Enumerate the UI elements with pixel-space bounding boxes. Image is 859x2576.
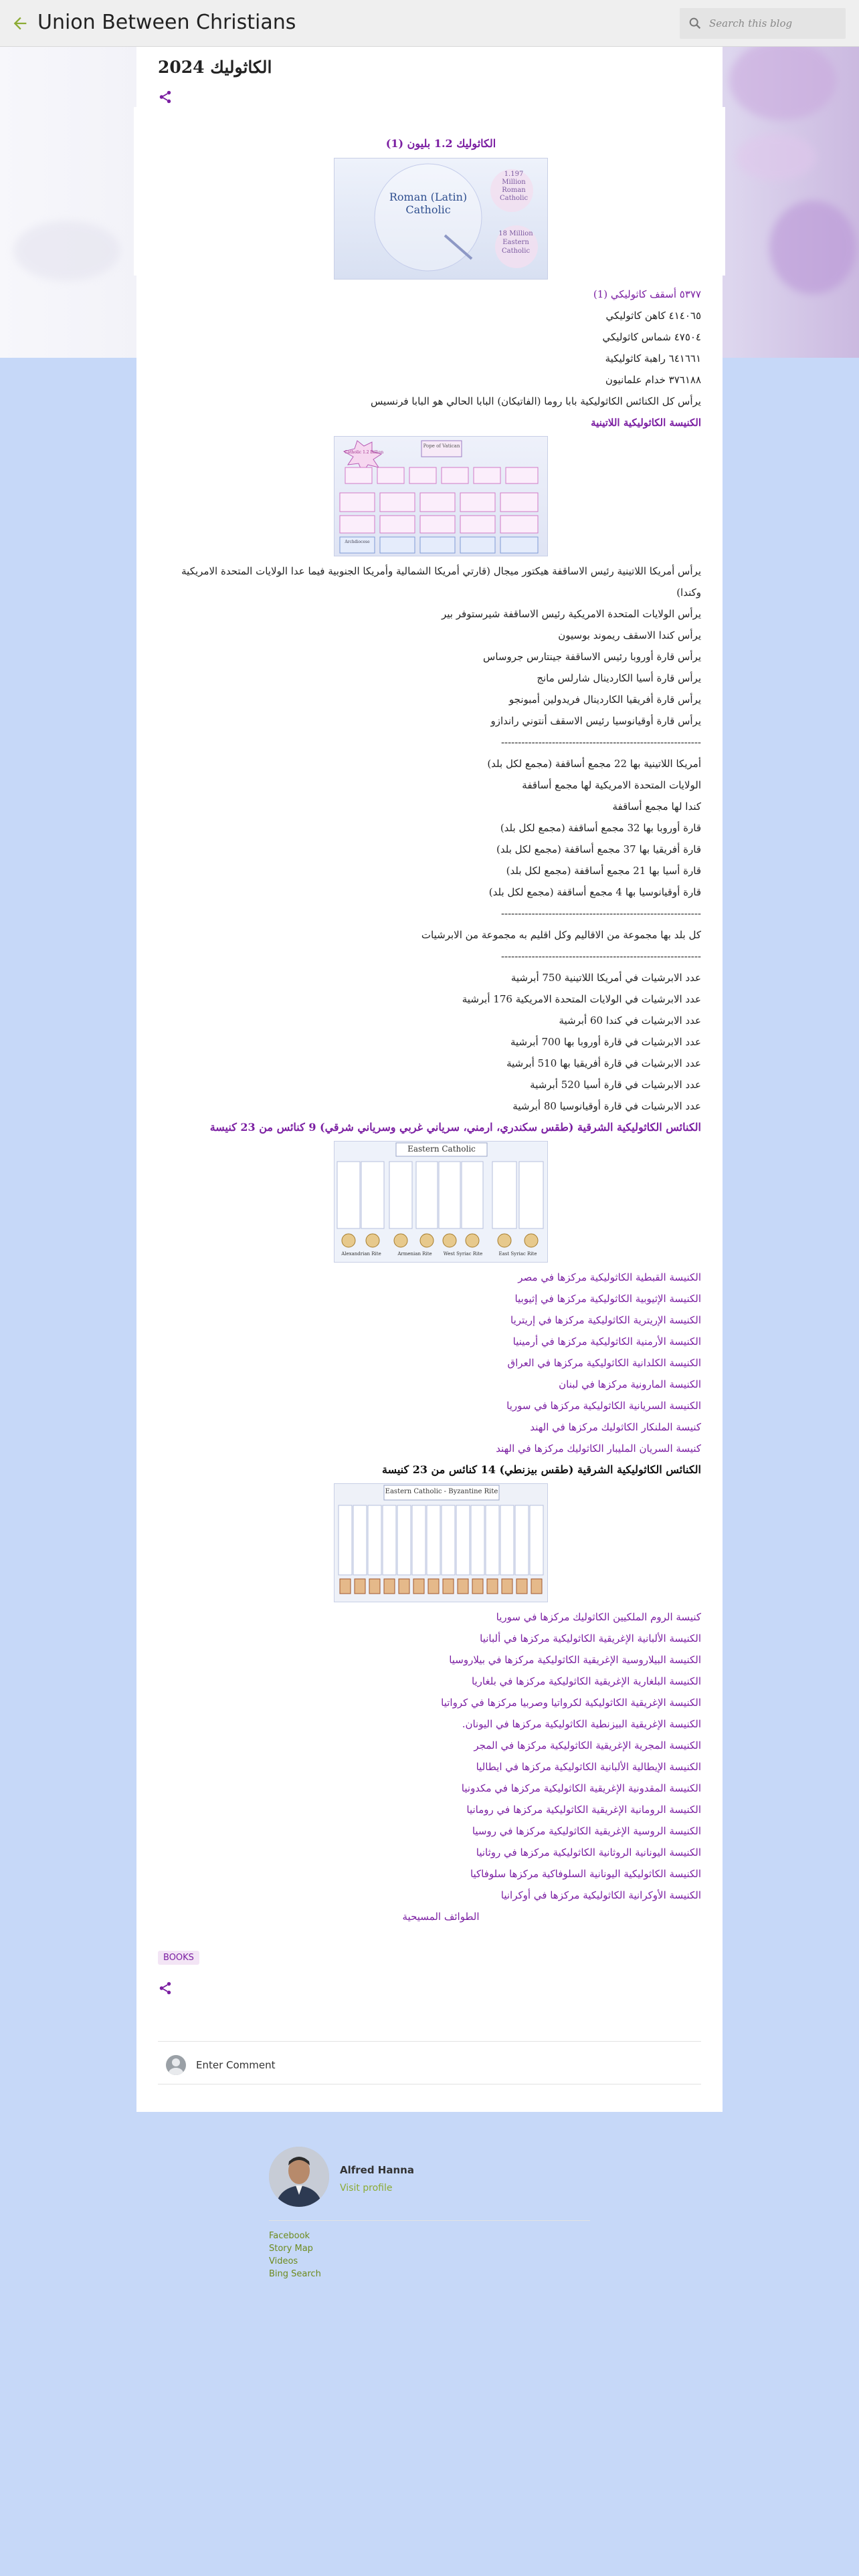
dioceses-note: كل بلد بها مجموعة من الاقاليم وكل اقليم به مجموعة من الابرشيات (421, 929, 701, 941)
visit-profile-link[interactable]: Visit profile (340, 2183, 393, 2193)
chart2-badge: Catholic 1.2 Billion (344, 450, 384, 455)
eastern-church-link[interactable]: كنيسة السريان المليبار الكاثوليك مركزها في الهند (496, 1442, 701, 1455)
byzantine-church-link[interactable]: الكنيسة المجرية الإغريقية الكاثوليكية مركزها في المجر (474, 1739, 701, 1751)
diocese-row: عدد الابرشيات في الولايات المتحدة الامريكية 176 أبرشية (462, 993, 701, 1005)
search-input[interactable] (709, 13, 840, 33)
divider (269, 2220, 590, 2221)
latin-leader-row: يرأس كندا الاسقف ريموند بوسيون (558, 629, 701, 641)
avatar (166, 2055, 186, 2075)
byzantine-church-link[interactable]: الكنيسة اليونانية الروثانية الكاثوليكية مركزها في روثانيا (476, 1846, 701, 1858)
footer-links (269, 2230, 321, 2280)
latin-structure-image[interactable] (334, 436, 548, 556)
christian-denominations-link[interactable]: الطوائف المسيحية (402, 1911, 480, 1923)
byzantine-church-link[interactable]: الكنيسة الأوكرانية الكاثوليكية مركزها في أوكرانيا (500, 1889, 701, 1901)
chart1-left-label-2: Catholic (405, 203, 451, 216)
top-bar (0, 0, 859, 47)
post-body (181, 132, 701, 1927)
chart1-right-1: 1.197 (504, 171, 524, 178)
byzantine-heading: الكنائس الكاثوليكية الشرقية (طقس بيزنطي) 14 كنائس من 23 كنيسة (382, 1463, 701, 1476)
separator-line: ----------------------------------------------------------- (500, 736, 701, 748)
byzantine-church-link[interactable]: الكنيسة البيلاروسية الإغريقية الكاثوليكية مركزها في بيلاروسيا (449, 1654, 701, 1666)
byzantine-church-link[interactable]: الكنيسة الروسية الإغريقية الكاثوليكية مركزها في روسيا (472, 1825, 701, 1837)
chart1-right-7: Catholic (501, 247, 531, 255)
latin-leader-row: يرأس قارة أوقيانوسيا رئيس الاسقف أنتوني راندازو (490, 715, 701, 727)
stat-nuns: ٦٤١٦٦١ راهبة كاثوليكية (605, 352, 701, 364)
byzantine-rite-diagram (335, 1484, 548, 1602)
eastern-church-link[interactable]: الكنيسة الكلدانية الكاثوليكية مركزها في العراق (507, 1357, 701, 1369)
chart1-right-4: Catholic (499, 195, 529, 202)
chart2-row-label: Archdiocese (345, 540, 370, 544)
footer-link-facebook[interactable]: Facebook (269, 2231, 310, 2241)
chart3-rite-label: East Syriac Rite (498, 1251, 537, 1257)
separator-line: ----------------------------------------------------------- (500, 950, 701, 962)
stat-pope: يرأس كل الكنائس الكاثوليكية بابا روما (الفاتيكان) البابا الحالي هو البابا فرنسيس (370, 395, 701, 407)
latin-council-row: قارة أسيا بها 21 مجمع أساقفة (مجمع لكل بلد) (506, 865, 701, 877)
chart1-right-5: 18 Million (498, 230, 533, 237)
chart4-title: Eastern Catholic - Byzantine Rite (385, 1488, 498, 1495)
post-title: الكاثوليك 2024 (158, 58, 272, 77)
divider (158, 2041, 701, 2042)
byzantine-rite-image[interactable] (334, 1483, 548, 1602)
latin-council-row: أمريكا اللاتينية بها 22 مجمع أساقفة (مجمع لكل بلد) (487, 758, 701, 770)
byzantine-church-link[interactable]: الكنيسة الإغريقية البيزنطية الكاثوليكية مركزها في اليونان. (462, 1718, 701, 1730)
eastern-church-link[interactable]: الكنيسة السريانية الكاثوليكية مركزها في سوريا (506, 1400, 701, 1412)
eastern-church-link[interactable]: الكنيسة الأرمنية الكاثوليكية مركزها في أرمينيا (512, 1335, 701, 1348)
byzantine-church-link[interactable]: الكنيسة الكاثوليكية اليونانية السلوفاكية مركزها سلوفاكيا (470, 1868, 701, 1880)
back-arrow-icon[interactable] (11, 14, 29, 33)
search-box[interactable] (680, 8, 846, 39)
footer-link-bing-search[interactable]: Bing Search (269, 2269, 321, 2279)
profile-name: Alfred Hanna (340, 2164, 414, 2176)
intro-title-link[interactable]: الكاثوليك 1.2 بليون (1) (385, 137, 496, 150)
latin-heading[interactable]: الكنيسة الكاثوليكية اللاتينية (591, 417, 701, 429)
byzantine-church-link[interactable]: كنيسة الروم الملكيين الكاثوليك مركزها في سوريا (496, 1611, 701, 1623)
latin-council-row: قارة أوروبا بها 32 مجمع أساقفة (مجمع لكل بلد) (500, 822, 701, 834)
chart2-center-label: Pope of Vatican (423, 443, 460, 449)
diocese-row: عدد الابرشيات في أمريكا اللاتينية 750 أبرشية (510, 972, 701, 984)
footer-link-videos[interactable]: Videos (269, 2256, 298, 2266)
catholic-pie-image[interactable] (334, 158, 548, 280)
eastern-church-link[interactable]: الكنيسة القبطية الكاثوليكية مركزها في مصر (518, 1271, 701, 1283)
profile-avatar[interactable] (269, 2147, 329, 2207)
byzantine-church-link[interactable]: الكنيسة الإغريقية الكاثوليكية لكرواتيا وصربيا مركزها في كرواتيا (441, 1697, 701, 1709)
eastern-church-link[interactable]: الكنيسة الإريترية الكاثوليكية مركزها في إريتريا (510, 1314, 701, 1326)
chart1-left-label-1: Roman (Latin) (389, 191, 468, 203)
chart1-right-3: Roman (502, 187, 526, 194)
eastern-church-link[interactable]: الكنيسة الإثيوبية الكاثوليكية مركزها في إثيوبيا (514, 1293, 701, 1305)
byzantine-church-link[interactable]: الكنيسة الرومانية الإغريقية الكاثوليكية مركزها في رومانيا (466, 1804, 701, 1816)
latin-leader-row: يرأس قارة أوروبا رئيس الاساقفة جينتارس جروساس (483, 651, 701, 663)
byzantine-church-link[interactable]: الكنيسة المقدونية الإغريقية الكاثوليكية مركزها في مكدونيا (461, 1782, 701, 1794)
stat-priests: ٤١٤٠٦٥ كاهن كاثوليكي (605, 310, 701, 322)
latin-council-row: قارة أفريقيا بها 37 مجمع أساقفة (مجمع لكل بلد) (496, 843, 701, 855)
eastern-heading[interactable]: الكنائس الكاثوليكية الشرقية (طقس سكندري، ارمني، سرياني غربي وسرياني شرقي) 9 كنائس من 23 كنيسة (209, 1121, 701, 1134)
chart1-right-2: Million (502, 179, 526, 186)
eastern-church-link[interactable]: الكنيسة المارونية مركزها في لبنان (559, 1378, 701, 1390)
latin-leader-row: يرأس أمريكا اللاتينية رئيس الاساقفة هيكتور ميجال (قارتي أمريكا الشمالية وأمريكا الجنوبية فيما عدا الولايات المتحدة الامريكية وكندا) (181, 565, 701, 599)
diocese-row: عدد الابرشيات في قارة أسيا 520 أبرشية (530, 1079, 701, 1091)
chart3-rite-label: West Syriac Rite (443, 1251, 483, 1257)
diocese-row: عدد الابرشيات في قارة أفريقيا بها 510 أبرشية (506, 1057, 701, 1069)
chart3-title: Eastern Catholic (407, 1144, 476, 1154)
chart1-right-6: Eastern (502, 239, 529, 246)
latin-leader-row: يرأس قارة أسيا الكاردينال شارلس مانج (537, 672, 701, 684)
footer-link-story-map[interactable]: Story Map (269, 2244, 313, 2254)
eastern-church-link[interactable]: كنيسة الملنكار الكاثوليك مركزها في الهند (530, 1421, 701, 1433)
diocese-row: عدد الابرشيات في قارة أوروبا بها 700 أبرشية (510, 1036, 701, 1048)
eastern-catholic-image[interactable] (334, 1141, 548, 1263)
diocese-row: عدد الابرشيات في قارة أوقيانوسيا 80 أبرشية (512, 1100, 701, 1112)
blog-title[interactable]: Union Between Christians (37, 11, 296, 34)
stat-bishops: ٥٣٧٧ أسقف كاثوليكي (1) (593, 288, 701, 300)
latin-council-row: كندا لها مجمع أساقفة (612, 800, 701, 813)
chart3-rite-label: Armenian Rite (397, 1251, 432, 1257)
share-icon[interactable] (158, 90, 173, 104)
label-books[interactable]: BOOKS (158, 1951, 199, 1965)
eastern-catholic-diagram (335, 1142, 548, 1263)
byzantine-church-link[interactable]: الكنيسة الإيطالية الألبانية الكاثوليكية مركزها في ايطاليا (476, 1761, 701, 1773)
enter-comment-label[interactable]: Enter Comment (196, 2059, 276, 2071)
latin-council-row: الولايات المتحدة الامريكية لها مجمع أساقفة (522, 779, 701, 791)
separator-line: ----------------------------------------------------------- (500, 907, 701, 920)
comment-row[interactable] (166, 2055, 701, 2075)
byzantine-church-link[interactable]: الكنيسة البلغارية الإغريقية الكاثوليكية مركزها في بلغاريا (471, 1675, 701, 1687)
search-icon[interactable] (688, 16, 702, 31)
diocese-row: عدد الابرشيات في كندا 60 أبرشية (559, 1014, 701, 1027)
byzantine-church-link[interactable]: الكنيسة الألبانية الإغريقية الكاثوليكية مركزها في ألبانيا (480, 1632, 701, 1644)
stat-deacons: ٤٧٥٠٤ شماس كاثوليكي (602, 331, 701, 343)
stat-lay-ministers: ٣٧٦١٨٨ خدام علمانيون (605, 374, 701, 386)
latin-leader-row: يرأس قارة أفريقيا الكاردينال فريدولين أمبونجو (508, 693, 701, 706)
latin-council-row: قارة أوقيانوسيا بها 4 مجمع أساقفة (مجمع لكل بلد) (488, 886, 701, 898)
share-icon[interactable] (158, 1981, 173, 1996)
latin-leader-row: يرأس الولايات المتحدة الامريكية رئيس الاساقفة شيرستوفر بير (442, 608, 701, 620)
chart3-rite-label: Alexandrian Rite (341, 1251, 381, 1257)
